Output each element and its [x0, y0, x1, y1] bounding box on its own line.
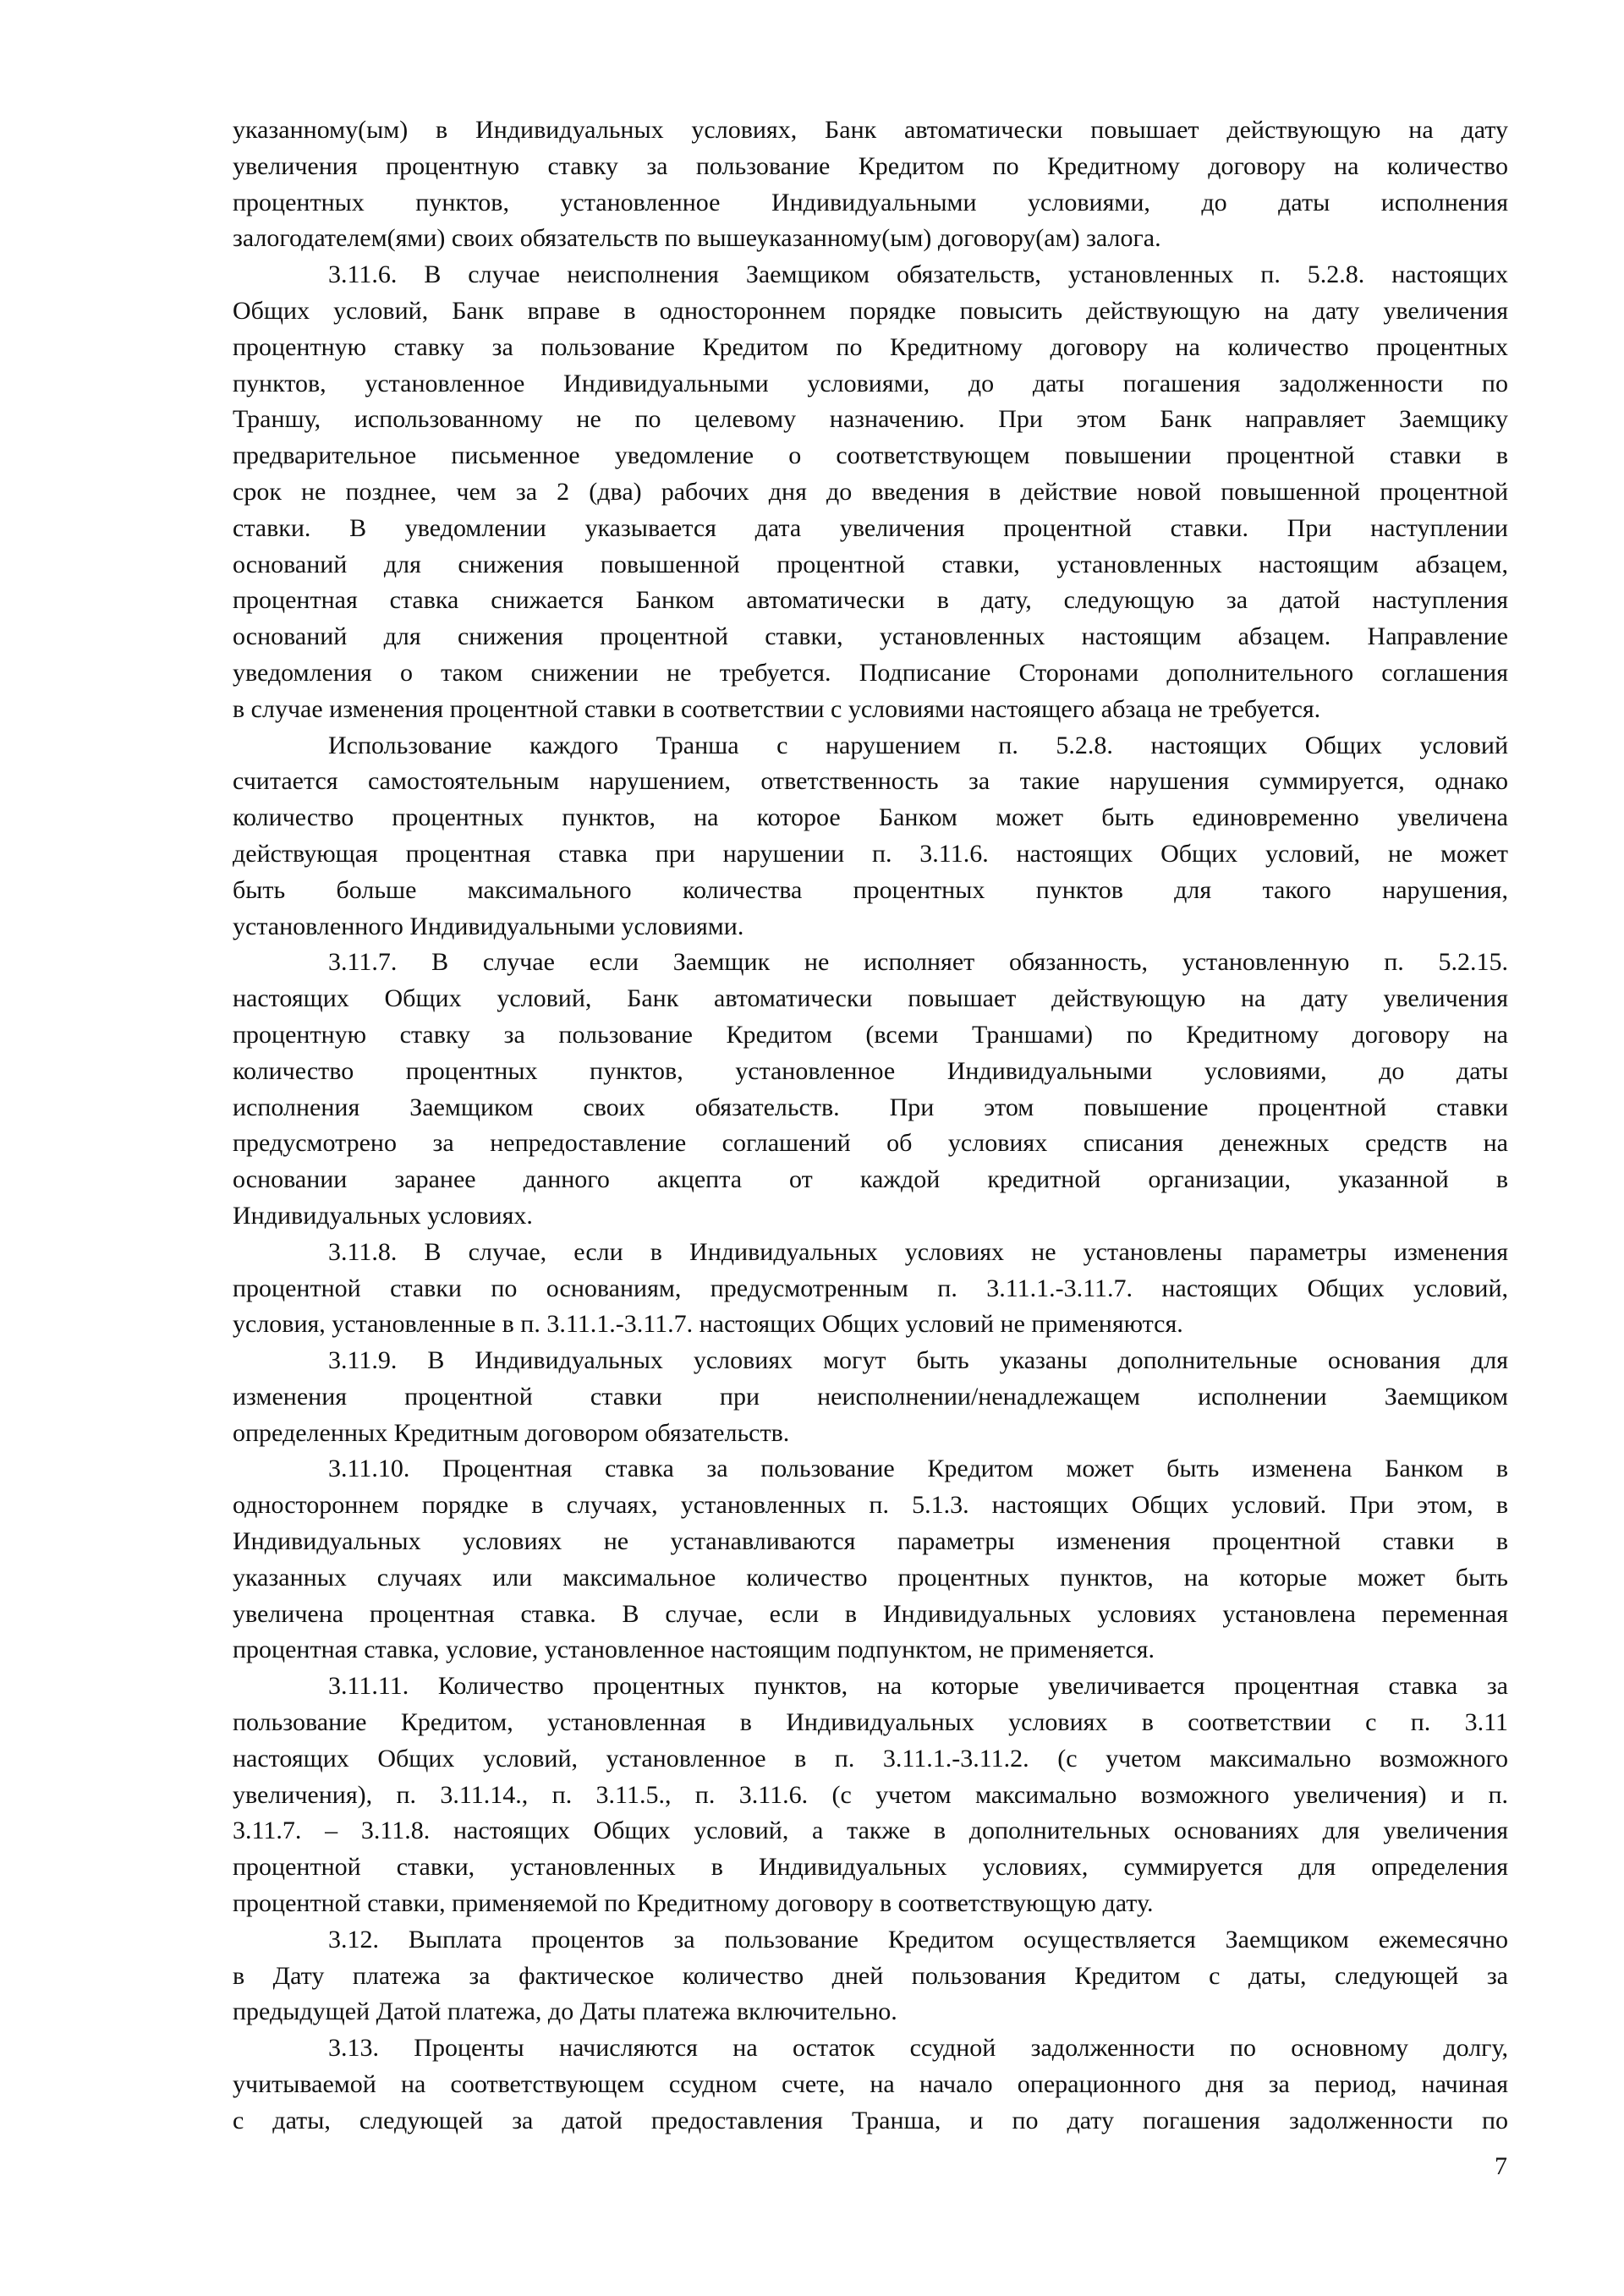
text-line: процентная ставка, условие, установленное настоящим подпунктом, не применяется.: [233, 1636, 1155, 1664]
paragraph-p-3-11-9: [233, 1343, 1508, 1451]
text-line: оснований для снижения процентной ставки, установленных настоящим абзацем. Направление: [233, 622, 1508, 651]
text-line: 3.11.7. – 3.11.8. настоящих Общих условий, а также в дополнительных основаниях для увеличения: [233, 1817, 1508, 1845]
text-line: количество процентных пунктов, на которое Банком может быть единовременно увеличена: [233, 803, 1508, 832]
text-line: уведомления о таком снижении не требуется. Подписание Сторонами дополнительного соглашения: [233, 658, 1508, 687]
text-line: 3.11.8. В случае, если в Индивидуальных условиях не установлены параметры изменения: [328, 1237, 1508, 1266]
paragraph-p-usage: [233, 728, 1508, 945]
text-line: изменения процентной ставки при неисполнении/ненадлежащем исполнении Заемщиком: [233, 1382, 1508, 1411]
page-number: 7: [1495, 2152, 1507, 2180]
paragraph-p-3-11-10: [233, 1451, 1508, 1669]
text-line: пользование Кредитом, установленная в Индивидуальных условиях в соответствии с п. 3.11: [233, 1708, 1508, 1737]
text-line: 3.11.10. Процентная ставка за пользование Кредитом может быть изменена Банком в: [328, 1455, 1508, 1483]
text-line: количество процентных пунктов, установленное Индивидуальными условиями, до даты: [233, 1056, 1508, 1085]
text-line: увеличения), п. 3.11.14., п. 3.11.5., п. 3.11.6. (с учетом максимально возможного увеличения) и п.: [233, 1780, 1508, 1809]
text-line: Использование каждого Транша с нарушением п. 5.2.8. настоящих Общих условий: [328, 731, 1508, 759]
text-line: 3.11.6. В случае неисполнения Заемщиком обязательств, установленных п. 5.2.8. настоящих: [328, 260, 1508, 289]
text-line: Индивидуальных условиях не устанавливаются параметры изменения процентной ставки в: [233, 1527, 1508, 1556]
text-line: указанному(ым) в Индивидуальных условиях, Банк автоматически повышает действующую на дату: [233, 116, 1508, 144]
text-line: залогодателем(ями) своих обязательств по вышеуказанному(ым) договору(ам) залога.: [233, 224, 1161, 253]
text-line: процентной ставки, применяемой по Кредитному договору в соответствующую дату.: [233, 1889, 1154, 1918]
text-line: определенных Кредитным договором обязательств.: [233, 1418, 790, 1447]
text-line: процентную ставку за пользование Кредитом по Кредитному договору на количество процентных: [233, 332, 1508, 361]
paragraph-p-cont: [233, 112, 1508, 257]
text-line: действующая процентная ставка при нарушении п. 3.11.6. настоящих Общих условий, не может: [233, 839, 1508, 868]
text-line: увеличения процентную ставку за пользование Кредитом по Кредитному договору на количество: [233, 151, 1508, 180]
paragraph-p-3-11-11: [233, 1669, 1508, 1922]
text-line: предыдущей Датой платежа, до Даты платежа включительно.: [233, 1997, 897, 2026]
text-line: Индивидуальных условиях.: [233, 1201, 533, 1230]
text-line: настоящих Общих условий, установленное в п. 3.11.1.-3.11.2. (с учетом максимально возможного: [233, 1744, 1508, 1773]
text-line: оснований для снижения повышенной процентной ставки, установленных настоящим абзацем,: [233, 550, 1508, 578]
text-line: считается самостоятельным нарушением, ответственность за такие нарушения суммируется, однако: [233, 767, 1508, 796]
text-line: условия, установленные в п. 3.11.1.-3.11.7. настоящих Общих условий не применяются.: [233, 1310, 1183, 1339]
text-line: увеличена процентная ставка. В случае, если в Индивидуальных условиях установлена переменная: [233, 1599, 1508, 1628]
text-line: 3.11.7. В случае если Заемщик не исполняет обязанность, установленную п. 5.2.15.: [328, 948, 1508, 977]
text-line: одностороннем порядке в случаях, установленных п. 5.1.3. настоящих Общих условий. При этом, в: [233, 1491, 1508, 1520]
text-line: процентных пунктов, установленное Индивидуальными условиями, до даты исполнения: [233, 188, 1508, 216]
text-line: Траншу, использованному не по целевому назначению. При этом Банк направляет Заемщику: [233, 405, 1508, 434]
paragraph-p-3-12: [233, 1922, 1508, 2030]
text-line: в Дату платежа за фактическое количество дней пользования Кредитом с даты, следующей за: [233, 1961, 1508, 1990]
text-line: 3.12. Выплата процентов за пользование Кредитом осуществляется Заемщиком ежемесячно: [328, 1925, 1508, 1954]
text-line: в случае изменения процентной ставки в соответствии с условиями настоящего абзаца не требуется.: [233, 694, 1321, 723]
text-line: 3.11.11. Количество процентных пунктов, на которые увеличивается процентная ставка за: [328, 1672, 1508, 1701]
text-line: пунктов, установленное Индивидуальными условиями, до даты погашения задолженности по: [233, 369, 1508, 397]
paragraph-p-3-11-6: [233, 257, 1508, 727]
text-line: 3.13. Проценты начисляются на остаток ссудной задолженности по основному долгу,: [328, 2034, 1508, 2063]
paragraph-p-3-13: [233, 2030, 1508, 2139]
text-line: предусмотрено за непредоставление соглашений об условиях списания денежных средств на: [233, 1129, 1508, 1158]
text-line: ставки. В уведомлении указывается дата увеличения процентной ставки. При наступлении: [233, 513, 1508, 542]
text-line: предварительное письменное уведомление о соответствующем повышении процентной ставки в: [233, 441, 1508, 470]
text-line: срок не позднее, чем за 2 (два) рабочих дня до введения в действие новой повышенной процентной: [233, 477, 1508, 506]
text-line: 3.11.9. В Индивидуальных условиях могут быть указаны дополнительные основания для: [328, 1346, 1508, 1375]
text-line: основании заранее данного акцепта от каждой кредитной организации, указанной в: [233, 1165, 1508, 1194]
text-line: исполнения Заемщиком своих обязательств. При этом повышение процентной ставки: [233, 1093, 1508, 1121]
text-line: быть больше максимального количества процентных пунктов для такого нарушения,: [233, 875, 1508, 904]
text-line: процентная ставка снижается Банком автоматически в дату, следующую за датой наступления: [233, 586, 1508, 615]
text-line: настоящих Общих условий, Банк автоматически повышает действующую на дату увеличения: [233, 984, 1508, 1013]
text-line: процентную ставку за пользование Кредитом (всеми Траншами) по Кредитному договору на: [233, 1020, 1508, 1049]
text-line: процентной ставки, установленных в Индивидуальных условиях, суммируется для определения: [233, 1853, 1508, 1882]
document-page: [233, 112, 1508, 2140]
text-line: с даты, следующей за датой предоставления Транша, и по дату погашения задолженности по: [233, 2106, 1508, 2134]
text-line: Общих условий, Банк вправе в одностороннем порядке повысить действующую на дату увеличения: [233, 296, 1508, 325]
text-line: учитываемой на соответствующем ссудном счете, на начало операционного дня за период, начиная: [233, 2070, 1508, 2099]
paragraph-p-3-11-7: [233, 945, 1508, 1234]
paragraph-p-3-11-8: [233, 1235, 1508, 1343]
text-line: процентной ставки по основаниям, предусмотренным п. 3.11.1.-3.11.7. настоящих Общих условий,: [233, 1274, 1508, 1302]
text-line: установленного Индивидуальными условиями.: [233, 912, 744, 940]
text-line: указанных случаях или максимальное количество процентных пунктов, на которые может быть: [233, 1563, 1508, 1592]
